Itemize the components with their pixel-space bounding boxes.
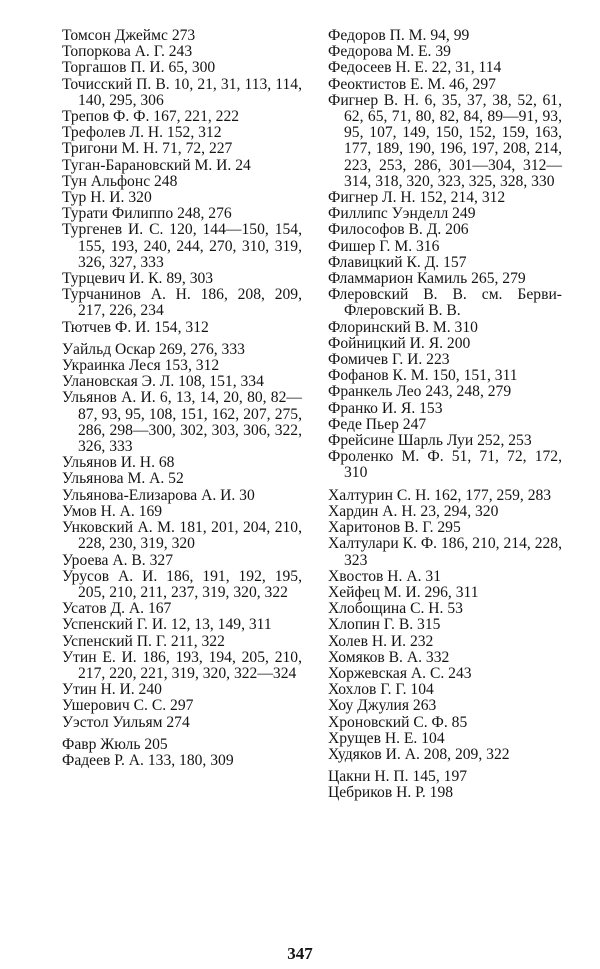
page-number: 347 [287,944,313,963]
index-entry: Фрейсине Шарль Луи 252, 253 [328,432,532,450]
index-entry: Хоржевская А. С. 243 [328,664,472,682]
index-entry: Успенский П. Г. 211, 322 [62,632,225,650]
index-entry: Тригони М. Н. 71, 72, 227 [62,140,233,158]
index-entry: Утин Е. И. 186, 193, 194, 205, 210, 217, 220, 221, 319, 320, 322—324 [62,648,302,682]
index-entry: Трепов Ф. Ф. 167, 221, 222 [62,108,240,126]
index-entry: Тургенев И. С. 120, 144—150, 154, 155, 193, 240, 244, 270, 310, 319, 326, 327, 333 [62,221,302,271]
index-entry: Фофанов К. М. 150, 151, 311 [328,367,518,385]
index-entry: Фавр Жюль 205 [62,735,168,753]
index-entry: Федорова М. Е. 39 [328,43,451,61]
index-entry: Ульянов А. И. 6, 13, 14, 20, 80, 82—87, 93, 95, 108, 151, 162, 207, 275, 286, 298—300, 302, 303, 306, 322, 326, 333 [62,389,302,456]
index-entry: Точисский П. В. 10, 21, 31, 113, 114, 140, 295, 306 [62,75,302,109]
index-entry: Филлипс Уэнделл 249 [328,205,476,223]
index-entry: Фишер Г. М. 316 [328,237,440,255]
index-entry: Хвостов Н. А. 31 [328,567,442,585]
index-entry: Украинка Леся 153, 312 [62,357,220,375]
index-entry: Худяков И. А. 208, 209, 322 [328,745,510,763]
index-entry: Хохлов Г. Г. 104 [328,681,434,699]
index-entry: Хлобощина С. Н. 53 [328,600,463,618]
index-entry: Флоринский В. М. 310 [328,318,478,336]
index-entry: Фигнер В. Н. 6, 35, 37, 38, 52, 61, 62, 65, 71, 80, 82, 84, 89—91, 93, 95, 107, 149, 150, 152, 159, 163, 177, 189, 190, 196, 197, 208, 214, 223, 253, 286, 301—304, 312—314, 318, 320, 323, 325, 328, 330 [328,91,562,190]
index-entry: Флавицкий К. Д. 157 [328,253,467,271]
index-entry: Улановская Э. Л. 108, 151, 334 [62,373,264,391]
index-entry: Фигнер Л. Н. 152, 214, 312 [328,189,506,207]
index-entry: Философов В. Д. 206 [328,221,469,239]
index-entry: Туган-Барановский М. И. 24 [62,156,251,174]
index-entry: Халтулари К. Ф. 186, 210, 214, 228, 323 [328,535,562,569]
index-entry: Хроновский С. Ф. 85 [328,713,468,731]
index-entry: Феоктистов Е. М. 46, 297 [328,75,496,93]
index-entry: Хардин А. Н. 23, 294, 320 [328,502,499,520]
index-entry: Утин Н. И. 240 [62,681,162,699]
index-entry: Уэстол Уильям 274 [62,713,190,731]
index-column-left [62,28,302,769]
index-entry: Трефолев Л. Н. 152, 312 [62,124,222,142]
index-entry: Фомичев Г. И. 223 [328,351,450,369]
index-entry: Хейфец М. И. 296, 311 [328,583,479,601]
index-entry: Успенский Г. И. 12, 13, 149, 311 [62,616,272,634]
index-entry: Халтурин С. Н. 162, 177, 259, 283 [328,486,552,504]
index-entry: Федосеев Н. Е. 22, 31, 114 [328,59,502,77]
index-entry: Усатов Д. А. 167 [62,600,172,618]
index-entry: Хлопин Г. В. 315 [328,616,441,634]
index-entry: Унковский А. М. 181, 201, 204, 210, 228, 230, 319, 320 [62,519,302,553]
index-entry: Феде Пьер 247 [328,415,427,433]
index-entry: Харитонов В. Г. 295 [328,519,461,537]
index-entry: Ушерович С. С. 297 [62,697,194,715]
index-entry: Федоров П. М. 94, 99 [328,27,470,44]
index-entry: Турцевич И. К. 89, 303 [62,270,214,288]
index-entry: Цебриков Н. Р. 198 [328,784,454,802]
index-column-right [328,28,562,802]
index-entry: Турчанинов А. Н. 186, 208, 209, 217, 226, 234 [62,286,302,320]
index-entry: Холев Н. И. 232 [328,632,434,650]
index-entry: Фламмарион Камиль 265, 279 [328,270,526,288]
index-entry: Фойницкий И. Я. 200 [328,334,471,352]
index-entry: Флеровский В. В. см. Берви-Флеровский В. В. [328,286,562,320]
index-entry: Фроленко М. Ф. 51, 71, 72, 172, 310 [328,448,562,482]
index-entry: Турати Филиппо 248, 276 [62,205,232,223]
index-entry: Уайльд Оскар 269, 276, 333 [62,340,245,358]
index-entry: Ульянова-Елизарова А. И. 30 [62,486,255,504]
index-entry: Тютчев Ф. И. 154, 312 [62,318,209,336]
index-entry: Фадеев Р. А. 133, 180, 309 [62,751,234,769]
index-entry: Ульянова М. А. 52 [62,470,184,488]
index-entry: Тур Н. И. 320 [62,189,152,207]
index-entry: Франко И. Я. 153 [328,399,443,417]
index-entry: Ульянов И. Н. 68 [62,454,175,472]
index-entry: Франкель Лео 243, 248, 279 [328,383,512,401]
index-entry: Томсон Джеймс 273 [62,27,196,44]
index-entry: Хрущев Н. Е. 104 [328,729,445,747]
index-entry: Урусов А. И. 186, 191, 192, 195, 205, 210, 211, 237, 319, 320, 322 [62,567,302,601]
index-entry: Торгашов П. И. 65, 300 [62,59,216,77]
index-entry: Топоркова А. Г. 243 [62,43,193,61]
index-entry: Умов Н. А. 169 [62,502,163,520]
index-entry: Хоу Джулия 263 [328,697,437,715]
index-entry: Хомяков В. А. 332 [328,648,450,666]
index-entry: Уроева А. В. 327 [62,551,173,569]
index-entry: Цакни Н. П. 145, 197 [328,768,468,786]
index-entry: Тун Альфонс 248 [62,172,178,190]
